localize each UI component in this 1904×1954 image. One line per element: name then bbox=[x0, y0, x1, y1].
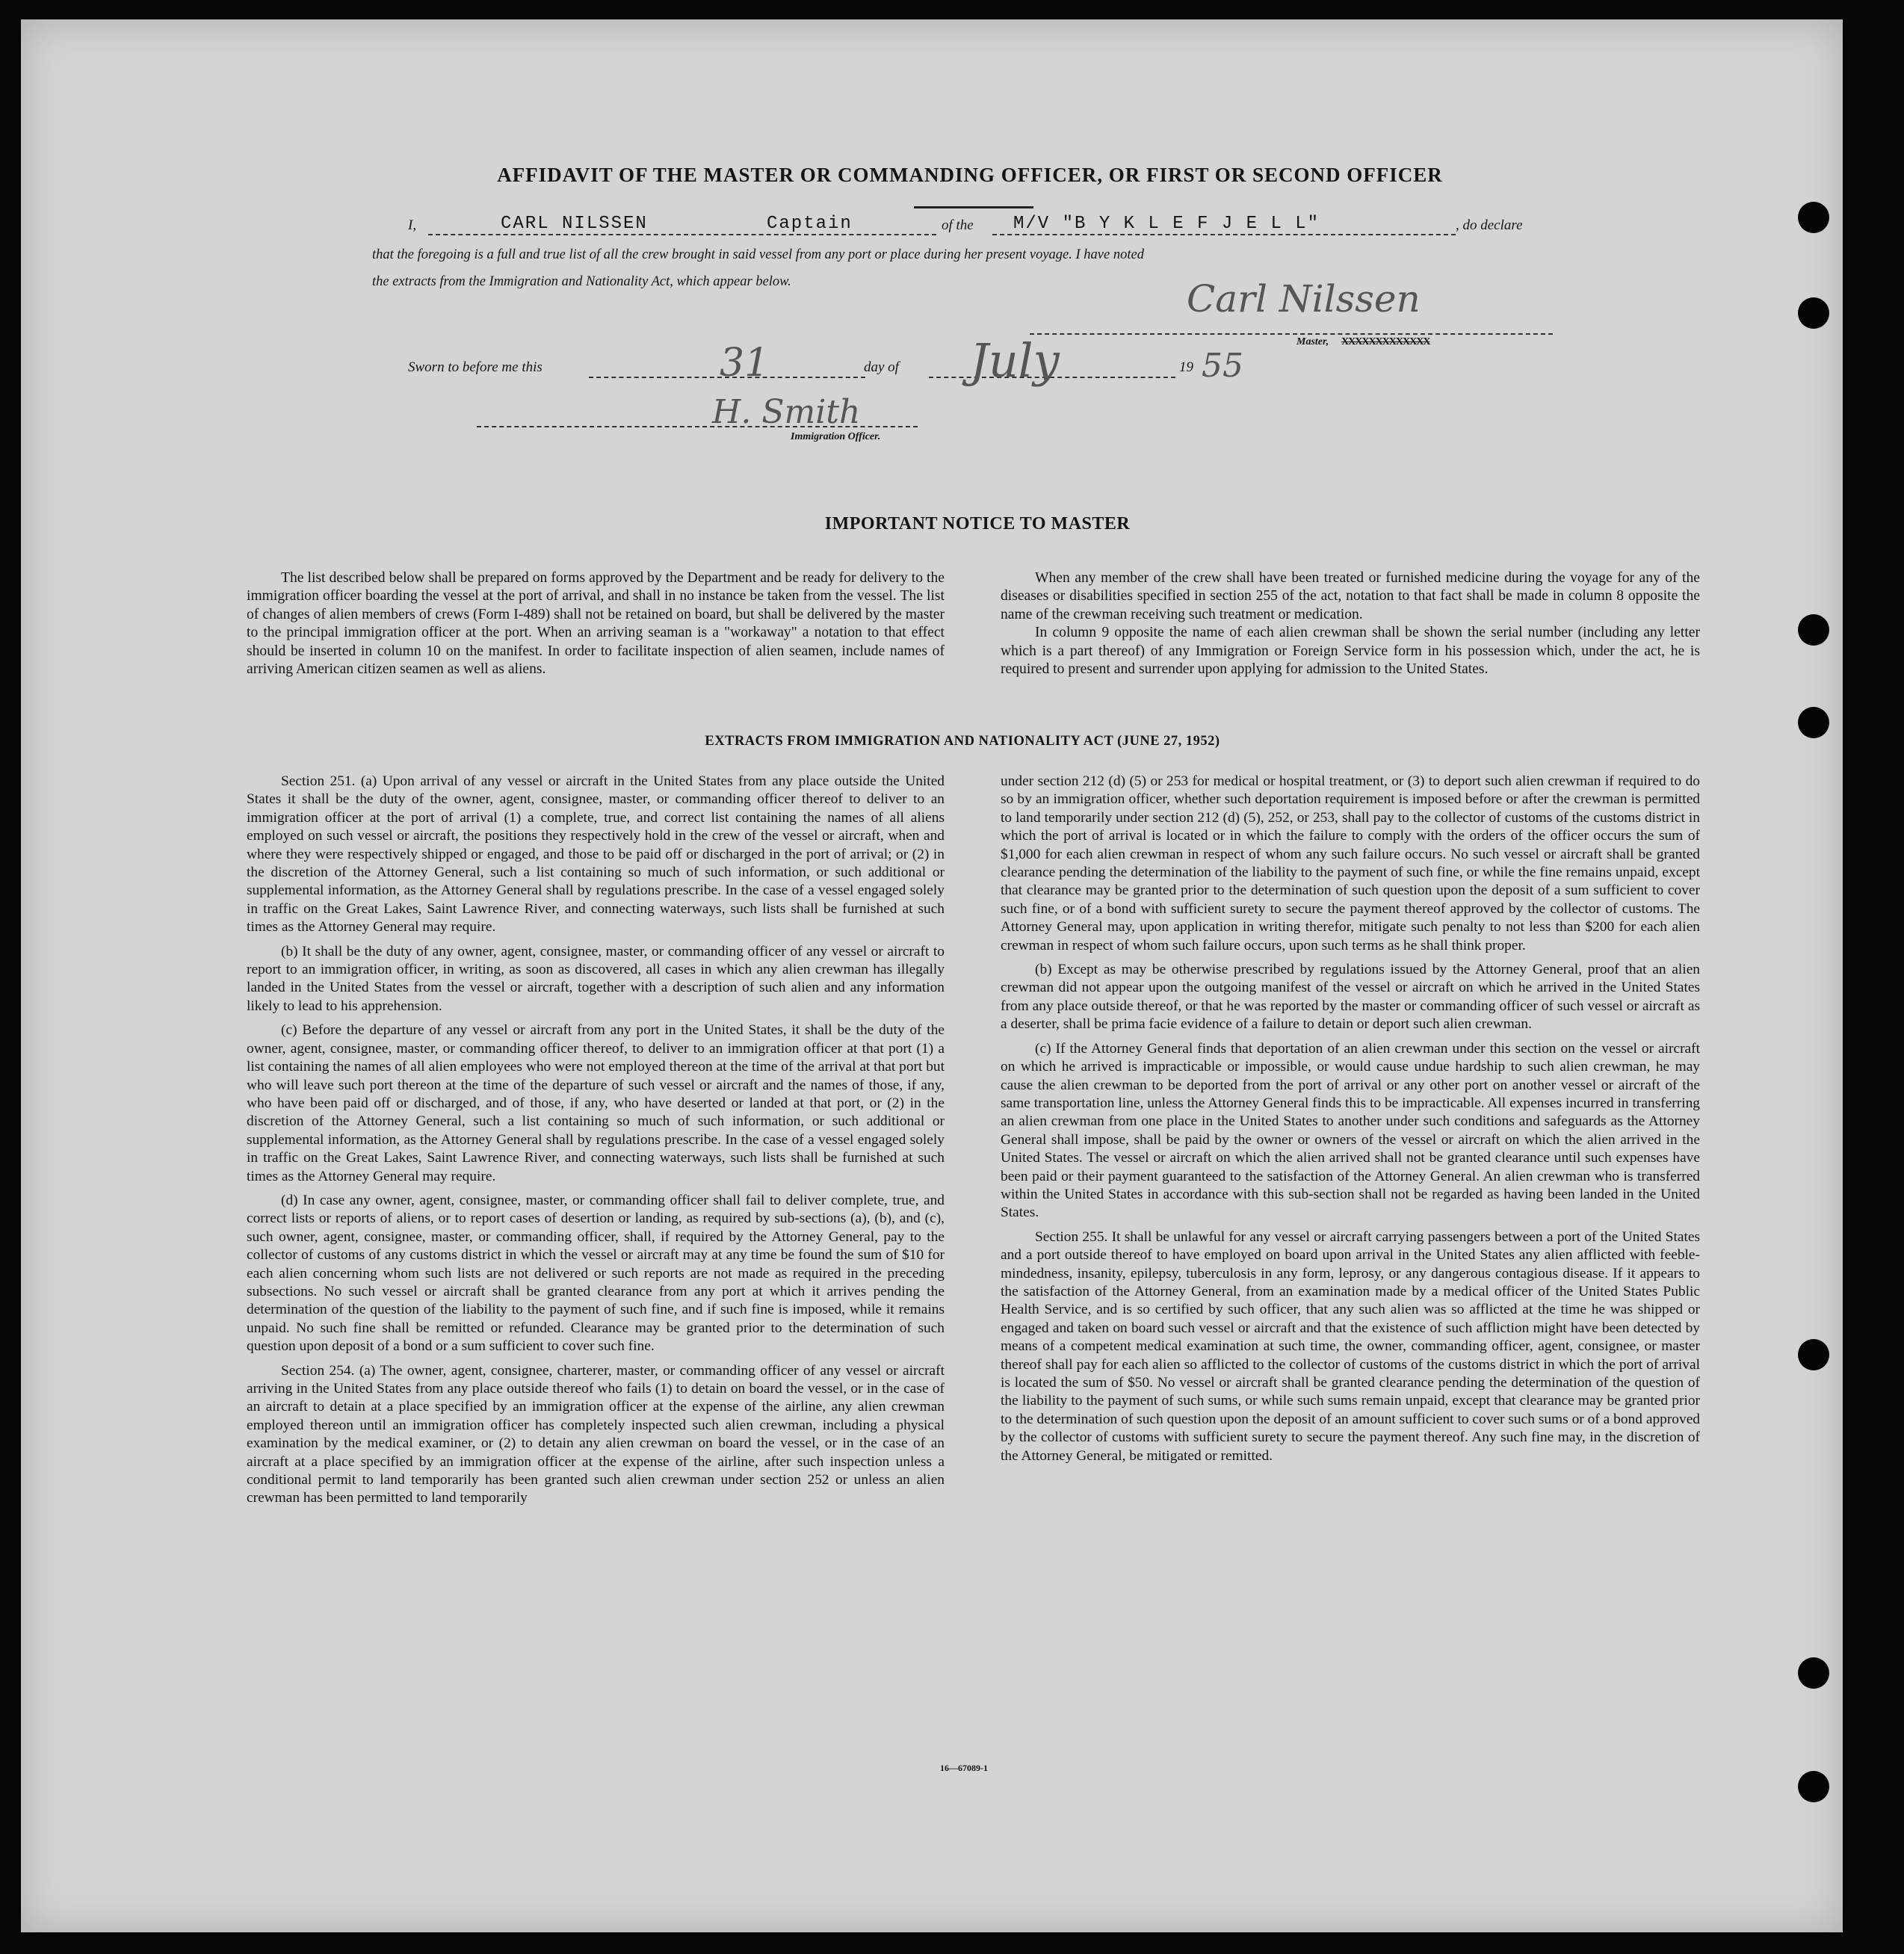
declaration-text-line2: the extracts from the Immigration and Nationality Act, which appear below. bbox=[372, 274, 791, 289]
binder-hole bbox=[1798, 614, 1829, 646]
binder-hole bbox=[1798, 1339, 1829, 1370]
declaration-prefix: I, bbox=[408, 217, 417, 233]
extract-paragraph: (c) If the Attorney General finds that deportation of an alien crewman under this section on the vessel or aircraft on which he arrived is impracticable or impossible, or would cause undue hardship to such alien crewman, he may cause the alien crewman to be deported from the port of arrival or any other port on another vessel or aircraft of the same transportation line, unless the Attorney General finds this to be impracticable. All expenses incurred in transferring an alien crewman from one place in the United States to another under such conditions and safeguards as the Attorney General shall impose, shall be paid by the owner or owners of the vessel or aircraft on which the alien arrived in the United States. The vessel or aircraft on which the alien arrived shall not be granted clearance until such expenses have been paid or their payment guaranteed to the satisfaction of the Attorney General. An alien crewman who is transferred within the United States in accordance with this sub-section shall not be regarded as having been landed in the United States. bbox=[1001, 1040, 1700, 1221]
extract-paragraph: (b) It shall be the duty of any owner, agent, consignee, master, or commanding officer of any vessel or aircraft to report to an immigration officer, in writing, as soon as discovered, all cases in which any alien crewman has illegally landed in the United States from the vessel or aircraft, together with a description of such alien and any information likely to lead to his apprehension. bbox=[247, 943, 945, 1014]
extract-paragraph: (c) Before the departure of any vessel or aircraft from any port in the United States, it shall be the duty of the owner, agent, consignee, master, or commanding officer thereof, to deliver to an immigration officer at that port (1) a list containing the names of all alien employees who were not employed thereon at the time of the arrival at that port but who will leave such port thereon at the time of the departure of such vessel or aircraft and the names of those, if any, who have been paid off or discharged, and of those, if any, who have deserted or landed at that port, or (2) in the discretion of the Attorney General, such a list containing so much of such information, or such additional or supplemental information, as the Attorney General shall by regulations prescribe. In the case of a vessel engaged solely in traffic on the Great Lakes, Saint Lawrence River, and connecting waterways, such lists shall be furnished at such times as the Attorney General may require. bbox=[247, 1022, 945, 1184]
declaration-text-line1: that the foregoing is a full and true list of all the crew brought in said vessel from any port or place during her present voyage. I have noted bbox=[372, 247, 1144, 262]
extract-paragraph: (d) In case any owner, agent, consignee, master, or commanding officer shall fail to deliver complete, true, and correct lists or reports of aliens, or to report cases of desertion or landing, as required by sub-sections (a), (b), and (c), such owner, agent, consignee, master, or commanding officer, shall, if required by the Attorney General, pay to the collector of customs of any customs district in which the vessel or aircraft may at any time be found the sum of $10 for each alien concerning whom such lists are not delivered or such reports are not made as required in the preceding subsections. No such vessel or aircraft shall be granted clearance from any port at which it arrives pending the determination of the question of the liability to the payment of such fine, and if such fine is imposed, while it remains unpaid. No such fine shall be remitted or refunded. Clearance may be granted prior to the determination of such question upon deposit of a bond or a sum sufficient to cover such fine. bbox=[247, 1192, 945, 1355]
extracts-right-column bbox=[1001, 773, 1700, 1471]
sworn-day: 31 bbox=[720, 341, 770, 386]
binder-hole bbox=[1798, 1657, 1829, 1689]
form-code: 16—67089-1 bbox=[940, 1763, 988, 1773]
master-label-struck: XXXXXXXXXXXXX bbox=[1341, 336, 1430, 347]
extracts-title: EXTRACTS FROM IMMIGRATION AND NATIONALITY ACT (JUNE 27, 1952) bbox=[705, 734, 1220, 749]
master-label: Master, bbox=[1296, 336, 1329, 347]
notice-right-column bbox=[1001, 569, 1700, 684]
notice-right-paragraph: When any member of the crew shall have been treated or furnished medicine during the voyage for any of the diseases or disabilities specified in section 255 of the act, notation to that fact shall be made in column 8 opposite the name of the crewman receiving such treatment or medication. bbox=[1001, 570, 1700, 622]
of-the-label: of the bbox=[942, 217, 974, 233]
master-rank: Captain bbox=[767, 214, 853, 234]
extract-paragraph: under section 212 (d) (5) or 253 for medical or hospital treatment, or (3) to deport such alien crewman if required to do so by an immigration officer, whether such deportation requirement is imposed before or after the crewman is permitted to land temporarily under section 212 (d) (5), 252, or 253, shall pay to the collector of customs of the customs district in which the port of arrival is located or in which the failure to comply with the orders of the officer occurs the sum of $1,000 for each alien crewman in respect of whom any such failure occurs. No such vessel or aircraft shall be granted clearance pending the determination of the liability to the payment of such fine, or while the fine remains unpaid, except that clearance may be granted prior to the determination of such question upon the deposit of a sum sufficient to cover such fine, or of a bond with sufficient surety to secure the payment thereof approved by the collector of customs. The Attorney General may, upon application in writing therefor, mitigate such penalty to not less than $200 for each alien crewman in respect of whom such failure occurs, upon such terms as he shall think proper. bbox=[1001, 773, 1700, 953]
binder-hole bbox=[1798, 297, 1829, 329]
vessel-name: M/V "B Y K L E F J E L L" bbox=[1013, 214, 1320, 234]
extract-paragraph: Section 251. (a) Upon arrival of any vessel or aircraft in the United States from any place outside the United States it shall be the duty of the owner, agent, consignee, master, or commanding officer thereof to deliver to an immigration officer at the port of arrival (1) a complete, true, and correct list containing the names of all aliens employed on such vessel or aircraft, the positions they respectively hold in the crew of the vessel or aircraft, when and where they were respectively shipped or engaged, and those to be paid off or discharged in the port of arrival; or (2) in the discretion of the Attorney General, such a list containing so much of such information, or such additional or supplemental information, as the Attorney General shall by regulations prescribe. In the case of a vessel engaged solely in traffic on the Great Lakes, Saint Lawrence River, and connecting waterways, such lists shall be furnished at such times as the Attorney General may require. bbox=[247, 773, 945, 936]
officer-signature-line bbox=[477, 426, 918, 427]
immigration-officer-label: Immigration Officer. bbox=[791, 431, 881, 442]
master-name: CARL NILSSEN bbox=[501, 214, 648, 234]
affidavit-title: AFFIDAVIT OF THE MASTER OR COMMANDING OFFICER, OR FIRST OR SECOND OFFICER bbox=[497, 164, 1443, 186]
notice-left-column bbox=[247, 569, 945, 684]
master-signature: Carl Nilssen bbox=[1187, 277, 1421, 321]
day-of-label: day of bbox=[864, 359, 899, 375]
sworn-year: 55 bbox=[1202, 347, 1243, 385]
notice-title: IMPORTANT NOTICE TO MASTER bbox=[824, 514, 1131, 534]
master-signature-line bbox=[1030, 333, 1553, 335]
immigration-officer-signature: H. Smith bbox=[712, 393, 861, 431]
extract-paragraph: Section 255. It shall be unlawful for any vessel or aircraft carrying passengers between a port of the United States and a port outside thereof to have employed on board upon arrival in the United States any alien afflicted with feeble-mindedness, insanity, epilepsy, tuberculosis in any form, leprosy, or any dangerous contagious disease. If it appears to the satisfaction of the Attorney General, from an examination made by a medical officer of the United States Public Health Service, and is so certified by such officer, that any such alien was so afflicted at the time he was shipped or engaged and taken on board such vessel or aircraft and that the existence of such affliction might have been detected by means of a competent medical examination at such time, the owner, commanding officer, agent, consignee, or master thereof shall pay for each alien so afflicted to the collector of customs of the customs district in which the port of arrival is located the sum of $50. No vessel or aircraft shall be granted clearance pending the determination of the question of the liability to the payment of such sums, or while such sums remain unpaid, except that clearance may be granted prior to the determination of such question upon the deposit of an amount sufficient to cover such sums or of a bond approved by the collector of customs with sufficient surety to secure the payment thereof. Any such fine may, in the discretion of the Attorney General, be mitigated or remitted. bbox=[1001, 1228, 1700, 1464]
sworn-month: July bbox=[970, 333, 1060, 388]
binder-hole bbox=[1798, 707, 1829, 738]
vessel-field-line bbox=[992, 234, 1456, 235]
title-divider bbox=[914, 206, 1033, 208]
binder-hole bbox=[1798, 1771, 1829, 1802]
extracts-left-column bbox=[247, 773, 945, 1514]
notice-left-paragraph: The list described below shall be prepared on forms approved by the Department and be ready for delivery to the immigration officer boarding the vessel at the port of arrival, and shall in no instance be taken from the vessel. The list of changes of alien members of crews (Form I-489) shall not be retained on board, but shall be delivered by the master to the principal immigration officer at the port. When an arriving seaman is a "workaway" a notation to that effect should be inserted in column 10 on the manifest. In order to facilitate inspection of alien seamen, include names of arriving American citizen seamen as well as aliens. bbox=[247, 570, 945, 678]
extract-paragraph: Section 254. (a) The owner, agent, consignee, charterer, master, or commanding officer of any vessel or aircraft arriving in the United States from any place outside thereof who fails (1) to detain on board the vessel, or in the case of an aircraft to detain at a place specified by an immigration officer at the expense of the airline, any alien crewman employed thereon until an immigration officer has completely inspected such alien crewman, including a physical examination by the medical examiner, or (2) to detain any alien crewman on board the vessel, or in the case of an aircraft at a place specified by an immigration officer at the expense of the airline, after such inspection unless a conditional permit to land temporarily has been granted such alien crewman under section 252 or unless an alien crewman has been permitted to land temporarily bbox=[247, 1362, 945, 1506]
extract-paragraph: (b) Except as may be otherwise prescribed by regulations issued by the Attorney General, proof that an alien crewman did not appear upon the outgoing manifest of the vessel or aircraft on which he arrived in the United States from any place outside thereof, or that he was reported by the master or commanding officer of such vessel or aircraft as a deserter, shall be prima facie evidence of a failure to detain or deport such alien crewman. bbox=[1001, 962, 1700, 1033]
do-declare-label: , do declare bbox=[1456, 217, 1523, 233]
name-field-line bbox=[428, 234, 936, 235]
notice-right-paragraph: In column 9 opposite the name of each alien crewman shall be shown the serial number (including any letter which is a part thereof) of any Immigration or Foreign Service form in his possession which, under the act, he is required to present and surrender upon applying for admission to the United States. bbox=[1001, 625, 1700, 678]
sworn-label: Sworn to before me this bbox=[408, 359, 543, 375]
year-prefix: 19 bbox=[1179, 359, 1193, 375]
binder-hole bbox=[1798, 202, 1829, 233]
document-sheet bbox=[21, 19, 1843, 1932]
